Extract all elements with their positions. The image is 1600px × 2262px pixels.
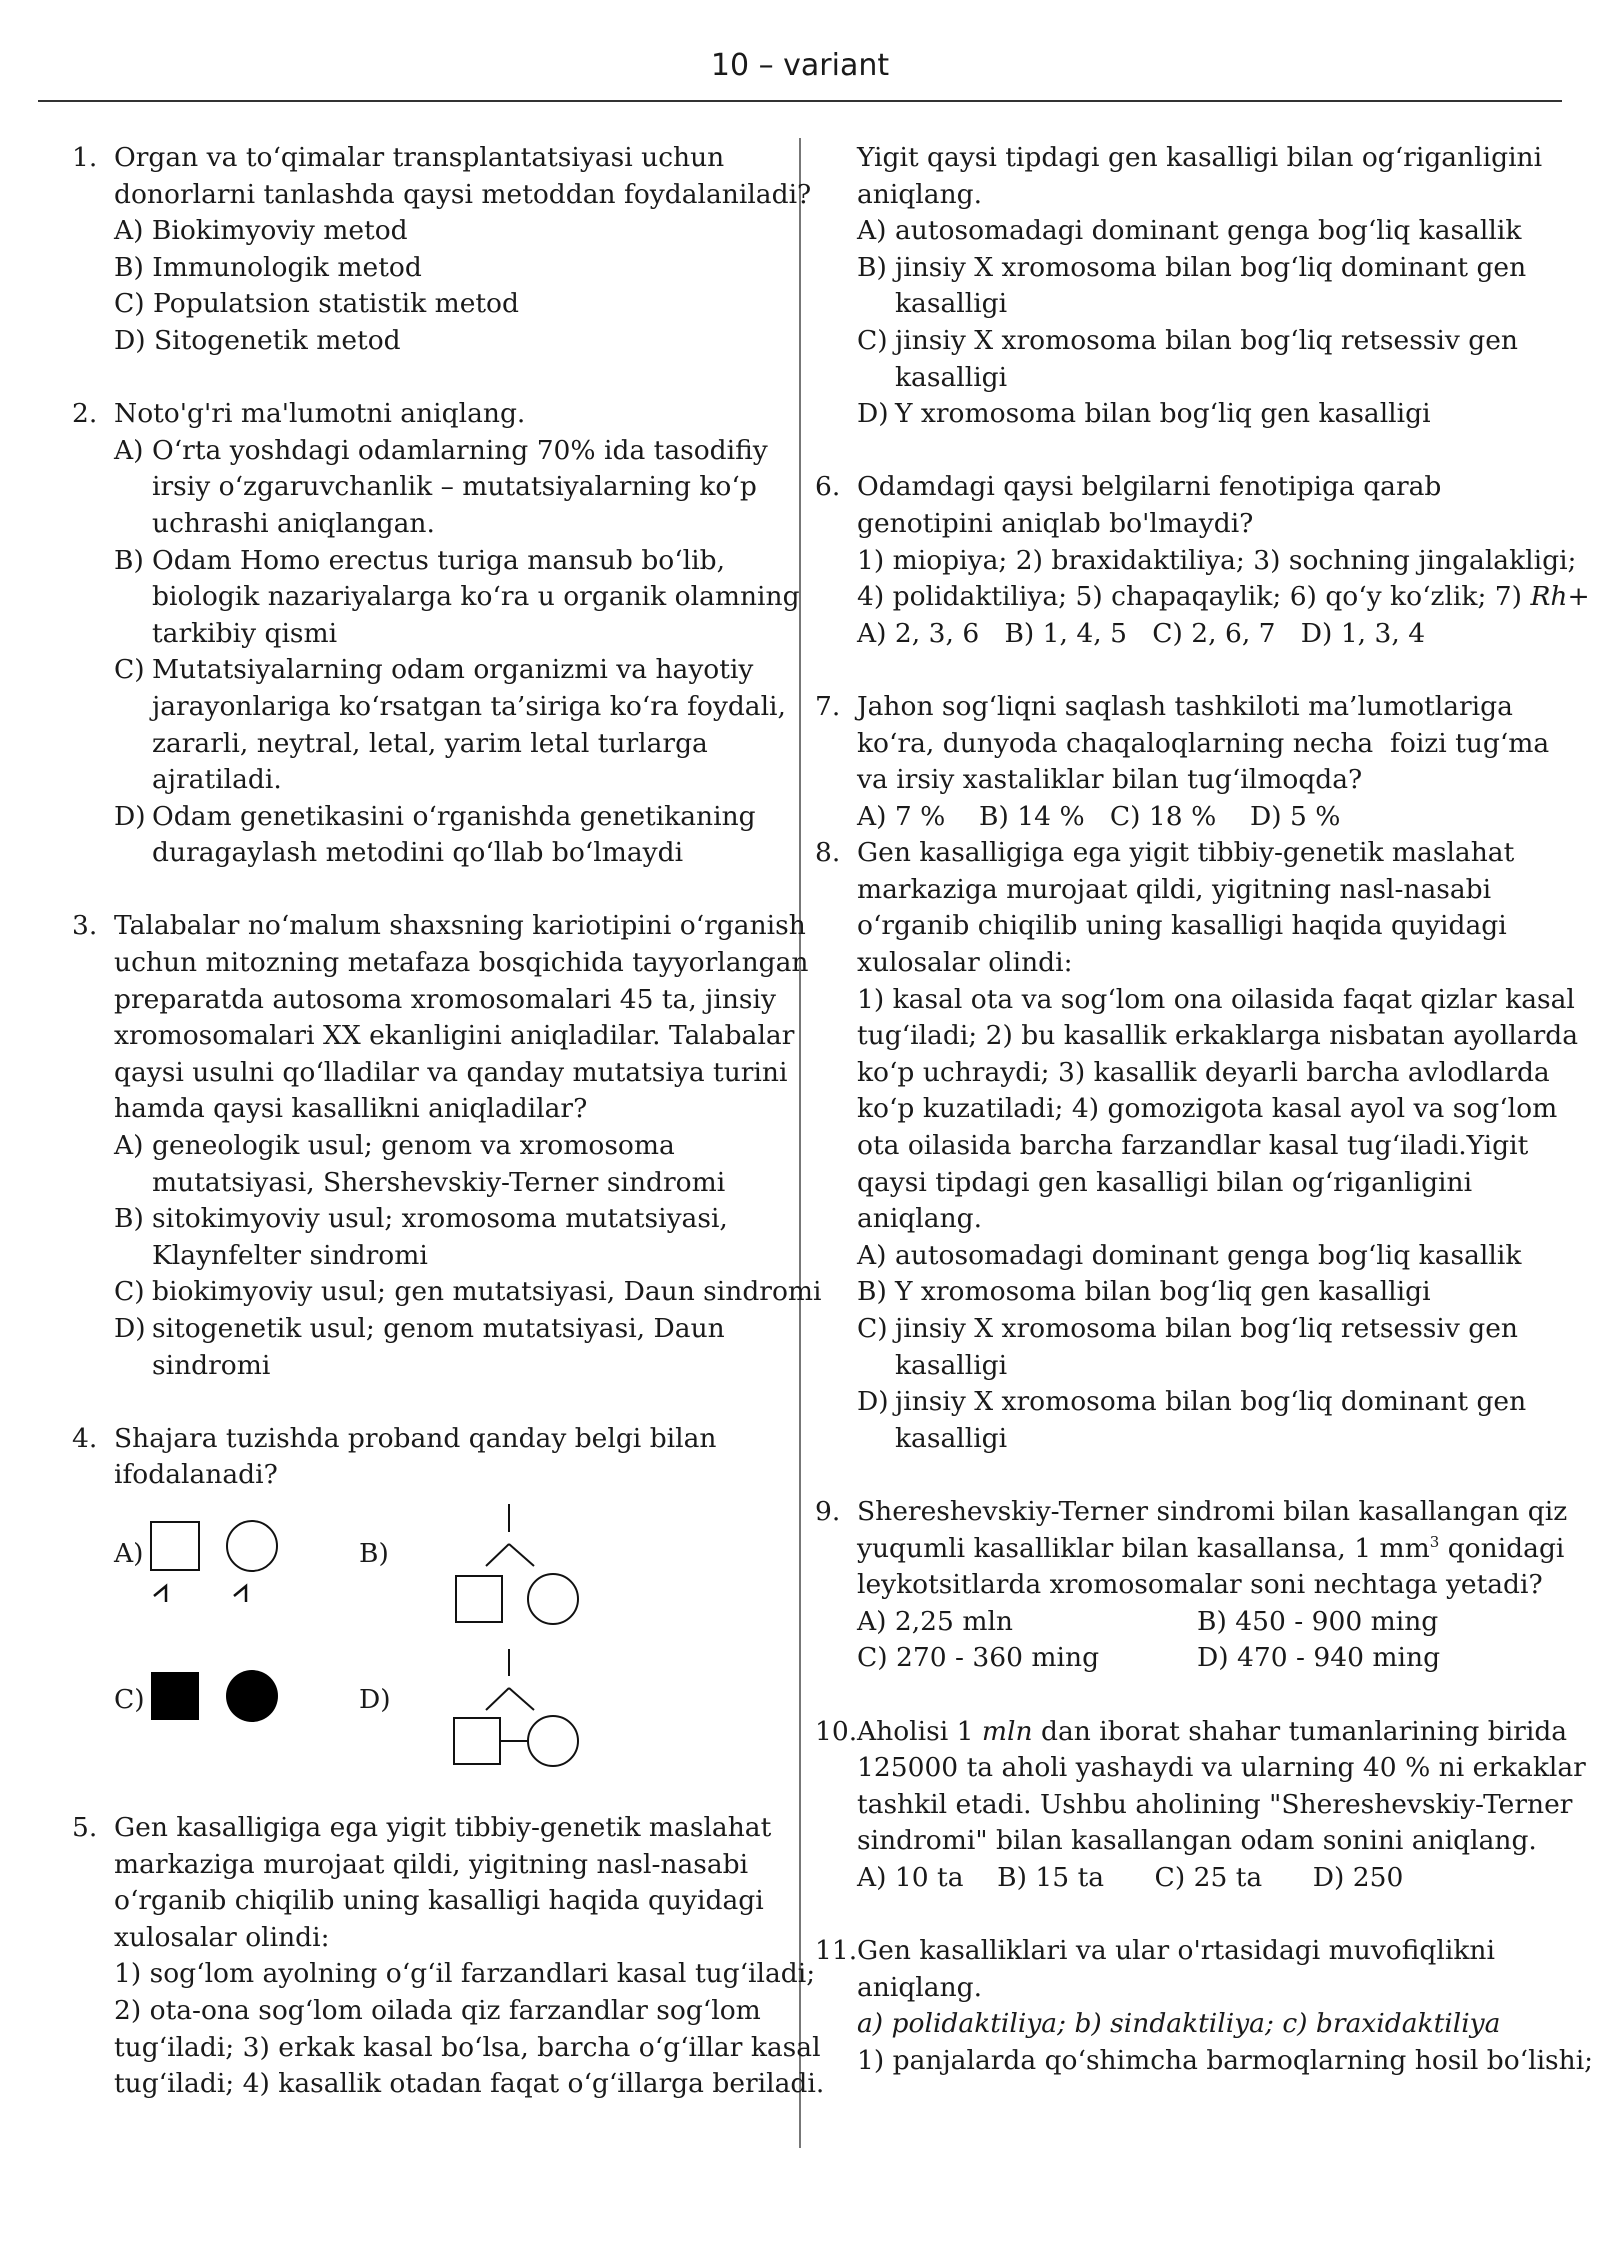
question-text: xulosalar olindi: [857, 947, 1073, 979]
question-text: tug‘iladi; 3) erkak kasal bo‘lsa, barcha o‘g‘illar kasal [114, 2031, 821, 2063]
question-text: 1) miopiya; 2) braxidaktiliya; 3) sochning jingalakligi; [857, 544, 1577, 576]
question-text: sindromi" bilan kasallangan odam sonini aniqlang. [857, 1825, 1537, 1857]
option-line: Y xromosoma bilan bog‘liq gen kasalligi [895, 398, 1431, 430]
option-a-proband-arrow-2 [234, 1586, 246, 1602]
option-line: geneologik usul; genom va xromosoma [152, 1130, 675, 1162]
question-text: hamda qaysi kasallikni aniqladilar? [114, 1093, 588, 1125]
option-c [857, 1311, 1565, 1384]
question-text: 1) kasal ota va sog‘lom ona oilasida faqat qizlar kasal [857, 983, 1575, 1015]
question-5-continued [815, 140, 1565, 433]
question-text: markaziga murojaat qildi, yigitning nasl-nasabi [857, 873, 1492, 905]
question-number: 3. [72, 910, 98, 942]
option-b: B) Immunologik metod [114, 251, 422, 283]
option-a [857, 1238, 1565, 1275]
option-line: Y xromosoma bilan bog‘liq gen kasalligi [895, 1276, 1431, 1308]
option-line: Odam Homo erectus turiga mansub bo‘lib, [152, 544, 725, 576]
option-a [857, 213, 1565, 250]
question-text: aniqlang. [857, 1971, 983, 2003]
option-line: O‘rta yoshdagi odamlarning 70% ida tasodifiy [152, 434, 768, 466]
option-c: C) Populatsion statistik metod [114, 288, 519, 320]
option-d-branch-right [509, 1688, 534, 1710]
question-7 [815, 689, 1565, 835]
option-label: D) [114, 1313, 146, 1344]
option-line: biokimyoviy usul; gen mutatsiyasi, Daun sindromi [152, 1276, 822, 1308]
option-line: kasalligi [895, 1349, 1008, 1381]
question-text: Aholisi 1 [857, 1715, 982, 1747]
question-text: 1) sog‘lom ayolning o‘g‘il farzandlari kasal tug‘iladi; [114, 1958, 816, 1990]
superscript: 3 [1429, 1532, 1440, 1551]
question-11 [815, 1933, 1594, 2079]
question-text: o‘rganib chiqilib uning kasalligi haqida quyidagi [857, 910, 1507, 942]
option-label: C) [114, 1276, 145, 1308]
option-line: jinsiy X xromosoma bilan bog‘liq retsessiv gen [895, 324, 1518, 356]
option-line: zararli, neytral, letal, yarim letal turlarga [152, 727, 708, 759]
option-label: D) [857, 1386, 889, 1418]
question-text: dan iborat shahar tumanlarining birida [1032, 1715, 1568, 1747]
option-d-square-symbol [454, 1718, 500, 1764]
question-text-line-2 [857, 1531, 1565, 1568]
option-b [857, 1274, 1565, 1311]
option-b-branch-right [509, 1544, 534, 1566]
left-column [72, 140, 825, 2103]
option-line: sindromi [152, 1349, 271, 1381]
option-label: D) [114, 800, 146, 832]
pedigree-symbols [114, 1504, 802, 1786]
question-number: 11. [815, 1935, 858, 1967]
question-3 [72, 908, 822, 1384]
option-c [114, 1274, 822, 1311]
option-b-branch-left [486, 1544, 509, 1566]
option-a-circle-symbol [227, 1521, 277, 1571]
question-text: uchun mitozning metafaza bosqichida tayyorlangan [114, 947, 809, 979]
question-text: donorlarni tanlashda qaysi metoddan foydalaniladi? [114, 178, 812, 210]
option-d [114, 799, 802, 872]
question-number: 5. [72, 1811, 98, 1843]
question-6 [815, 469, 1590, 652]
option-b [857, 250, 1565, 323]
option-c [857, 323, 1565, 396]
question-text: genotipini aniqlab bo'lmaydi? [857, 507, 1254, 539]
question-text: ko‘ra, dunyoda chaqaloqlarning necha foizi tug‘ma [857, 727, 1550, 759]
question-text: Talabalar no‘malum shaxsning kariotipini o‘rganish [114, 910, 806, 942]
option-label: A) [857, 1239, 887, 1271]
question-text: yuqumli kasalliklar bilan kasallansa, 1 mm [857, 1532, 1430, 1564]
question-8 [815, 835, 1579, 1457]
option-a: A) 2,25 mln [857, 1605, 1013, 1637]
option-d [857, 1384, 1565, 1457]
rh-factor: Rh+ [1530, 581, 1590, 613]
option-c: C) 270 - 360 ming [857, 1642, 1100, 1674]
option-label: B) [114, 1203, 144, 1235]
question-text: ko‘p uchraydi; 3) kasallik deyarli barcha avlodlarda [857, 1056, 1550, 1088]
question-text: aniqlang. [857, 1203, 983, 1235]
page-title: 10 – variant [710, 48, 890, 83]
option-c-filled-circle [226, 1670, 278, 1722]
question-number: 4. [72, 1422, 98, 1454]
option-d [114, 1311, 802, 1384]
option-line: kasalligi [895, 361, 1008, 393]
option-b-square-symbol [456, 1576, 502, 1622]
question-text: Gen kasalligiga ega yigit tibbiy-genetik maslahat [857, 837, 1515, 869]
option-label: C) [114, 654, 145, 686]
question-number: 2. [72, 398, 98, 430]
question-text: Noto'g'ri ma'lumotni aniqlang. [114, 398, 526, 430]
question-text: xulosalar olindi: [114, 1921, 330, 1953]
question-text: va irsiy xastaliklar bilan tug‘ilmoqda? [857, 764, 1363, 796]
question-text: 4) polidaktiliya; 5) chapaqaylik; 6) qo‘y ko‘zlik; 7) [857, 581, 1531, 613]
option-line: duragaylash metodini qo‘llab bo‘lmaydi [152, 837, 684, 869]
option-b-label: B) [359, 1537, 389, 1569]
option-line: jinsiy X xromosoma bilan bog‘liq retsessiv gen [895, 1313, 1518, 1344]
header-rule [38, 100, 1562, 102]
option-a [114, 1128, 802, 1201]
disease-list: a) polidaktiliya; b) sindaktiliya; c) braxidaktiliya [857, 2008, 1501, 2040]
question-text: Shereshevskiy-Terner sindromi bilan kasallangan qiz [857, 1495, 1568, 1527]
question-text: Gen kasalliklari va ular o'rtasidagi muvofiqlikni [857, 1935, 1495, 1967]
question-text: aniqlang. [857, 178, 983, 210]
option-c-filled-square [151, 1672, 199, 1720]
option-a: A) Biokimyoviy metod [114, 215, 408, 247]
option-line: Mutatsiyalarning odam organizmi va hayotiy [152, 654, 754, 686]
option-line: mutatsiyasi, Shershevskiy-Terner sindromi [152, 1166, 726, 1198]
right-column [815, 140, 1594, 2079]
option-line: ajratiladi. [152, 764, 282, 796]
option-c [114, 652, 802, 798]
option-b-circle-symbol [528, 1574, 578, 1624]
question-number: 8. [815, 837, 841, 869]
question-text: tashkil etadi. Ushbu aholining "Shereshevskiy-Terner [857, 1788, 1573, 1820]
question-text: ota oilasida barcha farzandlar kasal tug‘iladi.Yigit [857, 1130, 1529, 1162]
question-5 [72, 1810, 825, 2103]
answer-row-2 [857, 1640, 1565, 1677]
option-label: C) [857, 1313, 888, 1344]
option-label: A) [114, 434, 144, 466]
question-text: markaziga murojaat qildi, yigitning nasl-nasabi [114, 1848, 749, 1880]
question-text: Jahon sog‘liqni saqlash tashkiloti ma’lumotlariga [857, 690, 1513, 722]
option-b [114, 1201, 802, 1274]
question-number: 6. [815, 471, 841, 503]
question-text: ko‘p kuzatiladi; 4) gomozigota kasal ayol va sog‘lom [857, 1093, 1558, 1125]
option-label: A) [114, 1130, 144, 1162]
question-text-line-4 [857, 579, 1590, 616]
unit-mln: mln [981, 1715, 1033, 1747]
question-number: 10. [815, 1715, 858, 1747]
question-text: leykotsitlarda xromosomalar soni nechtaga yetadi? [857, 1569, 1543, 1601]
question-number: 9. [815, 1495, 841, 1527]
question-text: o‘rganib chiqilib uning kasalligi haqida quyidagi [114, 1885, 764, 1917]
option-label: D) [857, 398, 889, 430]
option-b: B) 450 - 900 ming [1197, 1605, 1439, 1637]
answer-options: A) 7 % B) 14 % C) 18 % D) 5 % [857, 800, 1341, 832]
option-line: sitogenetik usul; genom mutatsiyasi, Daun [152, 1313, 725, 1344]
option-line: jarayonlariga ko‘rsatgan ta’siriga ko‘ra foydali, [152, 690, 786, 722]
option-d-branch-left [486, 1688, 509, 1710]
question-text: 125000 ta aholi yashaydi va ularning 40 % ni erkaklar [857, 1752, 1586, 1784]
option-a-square-symbol [151, 1522, 199, 1570]
option-line: uchrashi aniqlangan. [152, 507, 435, 539]
option-line: kasalligi [895, 288, 1008, 320]
option-c-label: C) [114, 1683, 145, 1715]
answer-row-1 [857, 1604, 1565, 1641]
question-text: Odamdagi qaysi belgilarni fenotipiga qarab [857, 471, 1442, 503]
option-d-circle-symbol [528, 1716, 578, 1766]
question-9 [815, 1494, 1568, 1677]
option-line: jinsiy X xromosoma bilan bog‘liq dominant gen [895, 251, 1527, 283]
question-text: qaysi usulni qo‘lladilar va qanday mutatsiya turini [114, 1056, 788, 1088]
option-label: A) [857, 215, 887, 247]
question-text: Yigit qaysi tipdagi gen kasalligi bilan og‘riganligini [857, 142, 1543, 173]
question-text-line-1 [857, 1714, 1568, 1751]
option-line: autosomadagi dominant genga bog‘liq kasallik [895, 215, 1522, 247]
question-text: preparatda autosoma xromosomalari 45 ta, jinsiy [114, 983, 776, 1015]
option-a-label: A) [114, 1537, 144, 1569]
question-text: qaysi tipdagi gen kasalligi bilan og‘riganligini [857, 1166, 1473, 1198]
question-text: xromosomalari XX ekanligini aniqladilar. Talabalar [114, 1020, 795, 1052]
answer-options: A) 10 ta B) 15 ta C) 25 ta D) 250 [857, 1861, 1404, 1893]
question-10 [815, 1714, 1586, 1897]
question-text: Organ va to‘qimalar transplantatsiyasi uchun [114, 142, 725, 173]
question-text: Gen kasalligiga ega yigit tibbiy-genetik maslahat [114, 1811, 772, 1843]
question-text: tug‘iladi; 4) kasallik otadan faqat o‘g‘illarga beriladi. [114, 2068, 825, 2100]
match-item-1: 1) panjalarda qo‘shimcha barmoqlarning hosil bo‘lishi; [857, 2044, 1594, 2076]
option-line: biologik nazariyalarga ko‘ra u organik olamning [152, 581, 800, 613]
question-text: Shajara tuzishda proband qanday belgi bilan [114, 1422, 717, 1454]
option-label: B) [857, 1276, 887, 1308]
option-line: Klaynfelter sindromi [152, 1239, 428, 1271]
answer-options: A) 2, 3, 6 B) 1, 4, 5 C) 2, 6, 7 D) 1, 3, 4 [857, 617, 1426, 649]
option-label: C) [857, 324, 888, 356]
option-line: irsiy o‘zgaruvchanlik – mutatsiyalarning ko‘p [152, 471, 757, 503]
option-line: jinsiy X xromosoma bilan bog‘liq dominant gen [895, 1386, 1527, 1418]
option-label: B) [857, 251, 887, 283]
option-line: kasalligi [895, 1422, 1008, 1454]
pedigree-diagram [114, 1504, 634, 1786]
option-line: Odam genetikasini o‘rganishda genetikaning [152, 800, 756, 832]
question-number: 7. [815, 690, 841, 722]
option-d-label: D) [359, 1683, 391, 1715]
option-a [114, 433, 802, 543]
question-4 [72, 1421, 802, 1786]
option-line: sitokimyoviy usul; xromosoma mutatsiyasi, [152, 1203, 728, 1235]
option-d [857, 396, 1565, 433]
option-a-proband-arrow-1 [154, 1586, 166, 1602]
option-d: D) Sitogenetik metod [114, 324, 401, 356]
question-text: tug‘iladi; 2) bu kasallik erkaklarga nisbatan ayollarda [857, 1020, 1579, 1052]
option-b [114, 543, 802, 653]
question-text: ifodalanadi? [114, 1459, 278, 1491]
question-number: 1. [72, 142, 98, 173]
question-2 [72, 396, 802, 872]
option-label: B) [114, 544, 144, 576]
option-line: autosomadagi dominant genga bog‘liq kasallik [895, 1239, 1522, 1271]
question-text: qonidagi [1439, 1532, 1565, 1564]
question-1 [72, 140, 812, 360]
option-line: tarkibiy qismi [152, 617, 338, 649]
option-d: D) 470 - 940 ming [1197, 1642, 1441, 1674]
question-text: 2) ota-ona sog‘lom oilada qiz farzandlar sog‘lom [114, 1994, 761, 2026]
